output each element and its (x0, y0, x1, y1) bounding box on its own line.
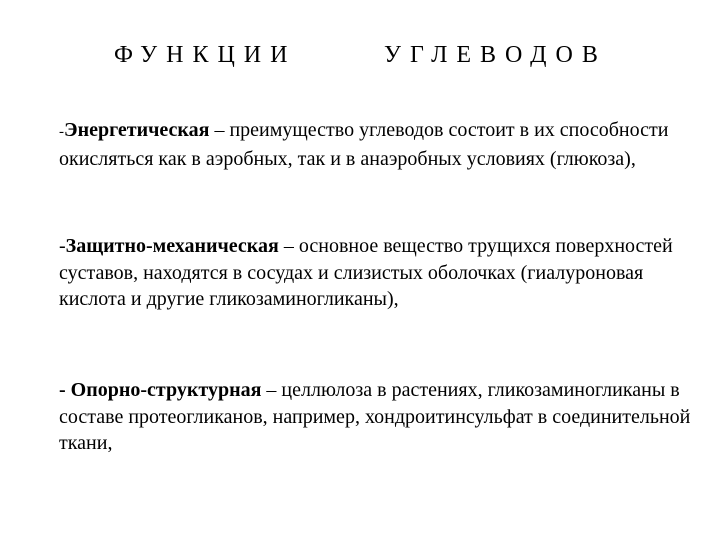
description-structural: – целлюлоза в растениях, гликозаминогликаны в составе протеогликанов, например, хондроитинсульфат в соединительной ткани, (59, 379, 691, 454)
title-word-carbohydrates: УГЛЕВОДОВ (384, 42, 607, 68)
title-word-functions: ФУНКЦИИ (114, 42, 297, 68)
paragraph-prefix: - (59, 379, 71, 401)
paragraph-structural (59, 377, 699, 457)
term-structural: Опорно-структурная (70, 379, 262, 401)
paragraph-energy (59, 117, 699, 172)
term-protective: Защитно-механическая (65, 235, 279, 257)
paragraph-protective (59, 233, 699, 313)
term-energy: Энергетическая (64, 119, 210, 141)
description-energy: – преимущество углеводов состоит в их способности окисляться как в аэробных, так и в анаэробных условиях (глюкоза), (59, 119, 669, 170)
paragraph-prefix: - (59, 235, 66, 257)
description-protective: – основное вещество трущихся поверхностей суставов, находятся в сосудах и слизистых оболочках (гиалуроновая кислота и другие гликозаминогликаны), (59, 235, 673, 310)
paragraph-prefix: - (59, 124, 64, 140)
